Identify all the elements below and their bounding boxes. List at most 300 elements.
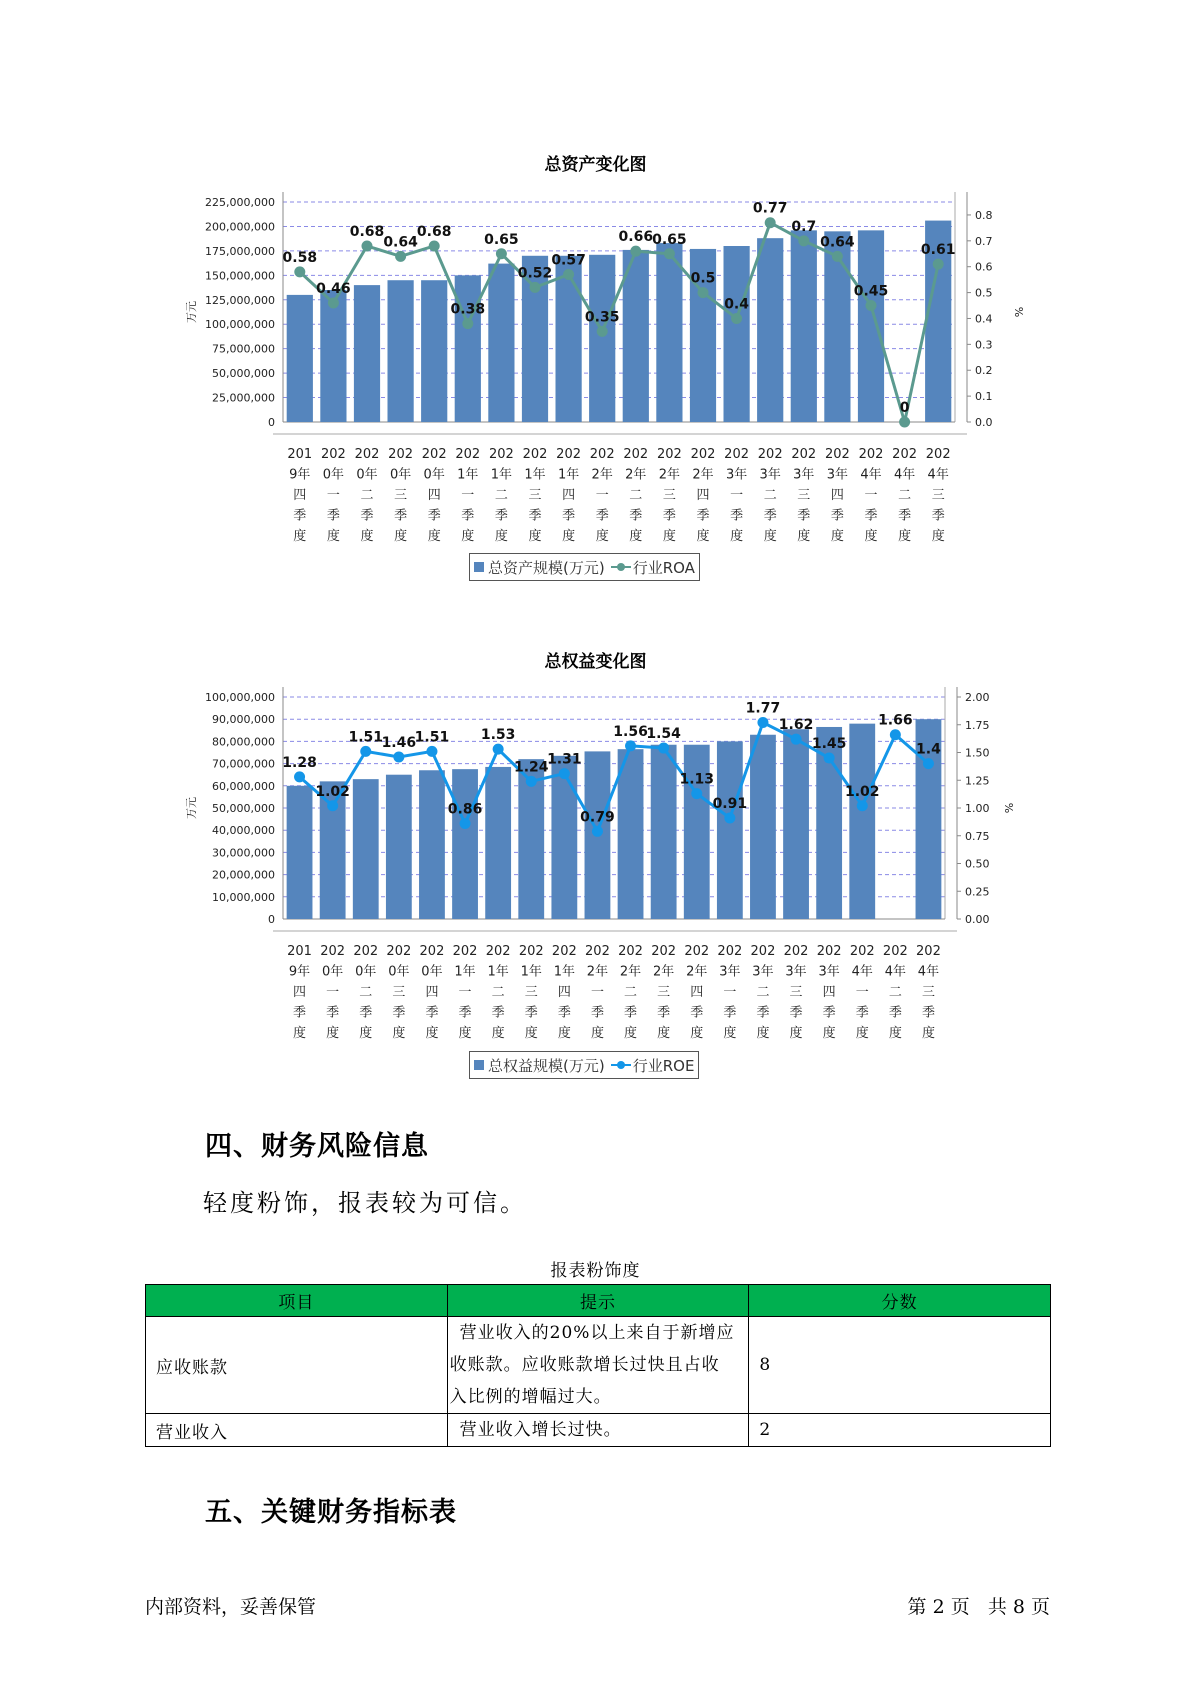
y2-tick-label: 0.7 bbox=[975, 234, 993, 248]
x-tick-label: 三 bbox=[394, 488, 408, 503]
y-tick-label: 225,000,000 bbox=[205, 196, 275, 209]
x-tick-label: 202 bbox=[354, 447, 380, 462]
x-tick-label: 4年 bbox=[884, 964, 906, 980]
bar bbox=[551, 756, 577, 919]
bar bbox=[485, 767, 511, 919]
y2-tick-label: 0.3 bbox=[975, 338, 993, 352]
x-tick-label: 一 bbox=[590, 985, 604, 1000]
line-point bbox=[426, 746, 437, 757]
bar bbox=[452, 769, 478, 919]
x-tick-label: 0年 bbox=[388, 964, 410, 980]
x-tick-label: 度 bbox=[898, 529, 912, 544]
x-tick-label: 四 bbox=[562, 488, 576, 503]
bar bbox=[353, 779, 379, 919]
y-tick-label: 60,000,000 bbox=[212, 779, 275, 793]
x-tick-label: 度 bbox=[494, 529, 508, 544]
x-tick-label: 0年 bbox=[322, 467, 345, 483]
x-tick-label: 202 bbox=[849, 944, 875, 959]
x-tick-label: 季 bbox=[562, 508, 576, 524]
y2-tick-label: 0.00 bbox=[965, 913, 990, 926]
x-tick-label: 一 bbox=[864, 488, 878, 503]
x-tick-label: 度 bbox=[921, 1026, 935, 1041]
line-point bbox=[857, 800, 868, 811]
x-tick-label: 度 bbox=[723, 1026, 737, 1041]
x-tick-label: 四 bbox=[425, 985, 439, 1000]
x-tick-label: 季 bbox=[662, 508, 676, 524]
x-tick-label: 三 bbox=[657, 985, 671, 1000]
x-tick-label: 202 bbox=[791, 447, 817, 462]
line-point bbox=[824, 753, 835, 764]
x-tick-label: 202 bbox=[320, 944, 346, 959]
section-heading-key-indicators: 五、关键财务指标表 bbox=[205, 1497, 457, 1528]
x-tick-label: 度 bbox=[557, 1026, 571, 1041]
x-tick-label: 4年 bbox=[851, 964, 873, 980]
y-tick-label: 70,000,000 bbox=[212, 757, 275, 771]
x-tick-label: 季 bbox=[657, 1005, 671, 1021]
y2-tick-label: 0.6 bbox=[975, 260, 993, 274]
x-tick-label: 度 bbox=[524, 1026, 538, 1041]
x-tick-label: 202 bbox=[684, 944, 710, 959]
x-tick-label: 度 bbox=[624, 1026, 638, 1041]
line-point bbox=[294, 771, 305, 782]
x-tick-label: 9年 bbox=[289, 467, 311, 483]
x-tick-label: 一 bbox=[326, 488, 340, 503]
data-label: 0.46 bbox=[316, 280, 351, 297]
data-label: 0.45 bbox=[853, 283, 889, 300]
x-tick-label: 202 bbox=[816, 944, 842, 959]
bar bbox=[386, 775, 412, 919]
x-tick-label: 4年 bbox=[917, 964, 940, 980]
x-tick-label: 度 bbox=[657, 1026, 671, 1041]
x-tick-label: 二 bbox=[624, 985, 638, 1000]
data-label: 1.02 bbox=[315, 783, 350, 800]
x-tick-label: 1年 bbox=[487, 964, 509, 980]
x-tick-label: 度 bbox=[394, 529, 408, 544]
legend-bar-swatch bbox=[474, 1060, 484, 1070]
x-tick-label: 度 bbox=[662, 529, 676, 544]
x-tick-label: 二 bbox=[756, 985, 770, 1000]
x-tick-label: 3年 bbox=[826, 467, 849, 483]
x-tick-label: 201 bbox=[287, 944, 312, 959]
x-tick-label: 三 bbox=[931, 488, 945, 503]
chart-title-total-equity: 总权益变化图 bbox=[544, 652, 647, 672]
x-tick-label: 202 bbox=[589, 447, 615, 462]
data-label: 1.56 bbox=[613, 723, 648, 740]
x-tick-label: 0年 bbox=[355, 964, 377, 980]
y2-tick-label: 0.75 bbox=[965, 829, 990, 843]
y-tick-label: 50,000,000 bbox=[212, 367, 275, 381]
x-tick-label: 1年 bbox=[524, 467, 546, 483]
x-tick-label: 二 bbox=[629, 488, 643, 503]
y-tick-label: 20,000,000 bbox=[212, 868, 275, 882]
x-tick-label: 季 bbox=[557, 1005, 571, 1021]
y2-tick-label: 0.2 bbox=[975, 364, 993, 378]
x-tick-label: 3年 bbox=[793, 467, 815, 483]
line-point bbox=[526, 776, 537, 787]
risk-table bbox=[145, 1284, 1051, 1447]
chart-title-total-assets: 总资产变化图 bbox=[544, 155, 647, 175]
data-label: 0.7 bbox=[791, 218, 817, 235]
x-tick-label: 度 bbox=[931, 529, 945, 544]
x-tick-label: 一 bbox=[855, 985, 869, 1000]
bar bbox=[419, 770, 445, 919]
x-tick-label: 202 bbox=[656, 447, 682, 462]
y-tick-label: 50,000,000 bbox=[212, 802, 275, 815]
bar bbox=[287, 786, 313, 919]
x-tick-label: 度 bbox=[864, 529, 878, 544]
y-tick-label: 125,000,000 bbox=[205, 293, 275, 307]
x-tick-label: 季 bbox=[461, 508, 475, 524]
x-tick-label: 3年 bbox=[785, 964, 807, 980]
data-label: 1.62 bbox=[778, 717, 814, 734]
data-label: 1.28 bbox=[282, 754, 317, 771]
data-label: 0 bbox=[899, 400, 910, 416]
line-point bbox=[493, 744, 504, 755]
data-label: 0.79 bbox=[580, 809, 615, 826]
x-tick-label: 季 bbox=[797, 508, 811, 524]
y-tick-label: 10,000,000 bbox=[212, 890, 275, 904]
x-tick-label: 度 bbox=[392, 1026, 406, 1041]
x-tick-label: 季 bbox=[528, 508, 542, 524]
x-tick-label: 季 bbox=[931, 508, 945, 524]
y2-tick-label: 0.0 bbox=[975, 416, 993, 429]
table-cell-hint bbox=[447, 1317, 749, 1414]
x-tick-label: 度 bbox=[830, 529, 844, 544]
table-cell-score: 8 bbox=[749, 1317, 1051, 1414]
x-tick-label: 季 bbox=[427, 508, 441, 524]
x-tick-label: 季 bbox=[425, 1005, 439, 1021]
x-tick-label: 季 bbox=[822, 1005, 836, 1021]
x-tick-label: 202 bbox=[419, 944, 445, 959]
x-tick-label: 度 bbox=[360, 529, 374, 544]
y2-tick-label: 1.00 bbox=[965, 802, 990, 815]
x-tick-label: 202 bbox=[623, 447, 649, 462]
x-tick-label: 季 bbox=[723, 1005, 737, 1021]
x-tick-label: 202 bbox=[386, 944, 412, 959]
y2-tick-label: 0.50 bbox=[965, 857, 990, 871]
x-tick-label: 2年 bbox=[591, 467, 613, 483]
x-tick-label: 度 bbox=[491, 1026, 505, 1041]
x-tick-label: 202 bbox=[388, 447, 414, 462]
y2-tick-label: 1.50 bbox=[965, 746, 990, 760]
table-header-row bbox=[146, 1285, 1051, 1317]
x-tick-label: 度 bbox=[425, 1026, 439, 1041]
x-tick-label: 202 bbox=[824, 447, 850, 462]
x-tick-label: 202 bbox=[882, 944, 908, 959]
x-tick-label: 三 bbox=[789, 985, 803, 1000]
x-tick-label: 四 bbox=[293, 985, 307, 1000]
x-tick-label: 季 bbox=[864, 508, 878, 524]
y-tick-label: 80,000,000 bbox=[212, 735, 275, 749]
x-tick-label: 季 bbox=[326, 508, 340, 524]
line-point bbox=[393, 751, 404, 762]
x-tick-label: 季 bbox=[690, 1005, 704, 1021]
hint-line: 营业收入增长过快。 bbox=[459, 1420, 622, 1440]
x-tick-label: 季 bbox=[888, 1005, 902, 1021]
x-tick-label: 季 bbox=[855, 1005, 869, 1021]
x-tick-label: 三 bbox=[392, 985, 406, 1000]
x-tick-label: 季 bbox=[293, 508, 307, 524]
x-tick-label: 季 bbox=[524, 1005, 538, 1021]
x-tick-label: 202 bbox=[724, 447, 750, 462]
x-tick-label: 一 bbox=[461, 488, 475, 503]
x-tick-label: 201 bbox=[287, 447, 313, 462]
x-tick-label: 度 bbox=[855, 1026, 869, 1041]
x-tick-label: 四 bbox=[293, 488, 307, 503]
x-tick-label: 季 bbox=[458, 1005, 472, 1021]
x-tick-label: 202 bbox=[353, 944, 379, 959]
x-tick-label: 季 bbox=[491, 1005, 505, 1021]
y2-tick-label: 1.75 bbox=[965, 718, 990, 732]
x-tick-label: 度 bbox=[293, 1026, 307, 1041]
x-tick-label: 0年 bbox=[423, 467, 445, 483]
x-tick-label: 二 bbox=[360, 488, 374, 503]
x-tick-label: 度 bbox=[359, 1026, 373, 1041]
x-tick-label: 三 bbox=[921, 985, 935, 1000]
legend-label-line: 行业ROE bbox=[632, 1056, 695, 1075]
x-tick-label: 二 bbox=[494, 488, 508, 503]
x-tick-label: 度 bbox=[293, 529, 307, 544]
data-label: 0.86 bbox=[447, 801, 483, 818]
data-label: 0.57 bbox=[551, 252, 586, 269]
x-tick-label: 3年 bbox=[752, 964, 774, 980]
data-label: 0.65 bbox=[652, 231, 687, 248]
x-tick-label: 季 bbox=[624, 1005, 638, 1021]
data-label: 0.64 bbox=[383, 234, 418, 251]
x-tick-label: 3年 bbox=[759, 467, 781, 483]
x-tick-label: 季 bbox=[595, 508, 609, 524]
x-tick-label: 1年 bbox=[557, 467, 580, 483]
x-tick-label: 度 bbox=[326, 529, 340, 544]
x-tick-label: 四 bbox=[557, 985, 571, 1000]
x-tick-label: 3年 bbox=[725, 467, 748, 483]
y2-tick-label: 0.4 bbox=[975, 312, 993, 326]
x-tick-label: 季 bbox=[898, 508, 912, 524]
table-header-score: 分数 bbox=[749, 1285, 1051, 1317]
x-tick-label: 202 bbox=[783, 944, 809, 959]
line-point bbox=[460, 818, 471, 829]
y-tick-label: 40,000,000 bbox=[212, 824, 275, 838]
data-label: 0.68 bbox=[349, 224, 385, 240]
table-row bbox=[146, 1414, 1051, 1447]
y-tick-label: 175,000,000 bbox=[205, 244, 275, 258]
x-tick-label: 2年 bbox=[619, 964, 642, 980]
x-tick-label: 度 bbox=[690, 1026, 704, 1041]
chart-legend-total-equity bbox=[469, 1051, 699, 1079]
x-tick-label: 1年 bbox=[490, 467, 513, 483]
y-tick-label: 0 bbox=[268, 913, 275, 926]
x-tick-label: 四 bbox=[830, 488, 844, 503]
bar bbox=[783, 729, 809, 919]
x-tick-label: 四 bbox=[822, 985, 836, 1000]
x-tick-label: 二 bbox=[491, 985, 505, 1000]
y-tick-label: 0 bbox=[268, 416, 275, 429]
bar bbox=[717, 741, 743, 919]
x-tick-label: 二 bbox=[888, 985, 902, 1000]
y-axis-title: 万元 bbox=[185, 301, 198, 323]
x-tick-label: 2年 bbox=[653, 964, 675, 980]
data-label: 0.4 bbox=[724, 296, 750, 313]
x-tick-label: 2年 bbox=[586, 964, 609, 980]
x-tick-label: 季 bbox=[326, 1005, 340, 1021]
section-heading-financial-risk: 四、财务风险信息 bbox=[205, 1131, 429, 1162]
x-tick-label: 一 bbox=[723, 985, 737, 1000]
footer-left: 内部资料，妥善保管 bbox=[145, 1596, 317, 1618]
x-tick-label: 度 bbox=[730, 529, 744, 544]
table-caption: 报表粉饰度 bbox=[550, 1261, 641, 1281]
x-tick-label: 202 bbox=[488, 447, 514, 462]
x-tick-label: 3年 bbox=[818, 964, 840, 980]
y2-axis-title: % bbox=[1012, 306, 1025, 318]
x-tick-label: 度 bbox=[562, 529, 576, 544]
x-tick-label: 1年 bbox=[454, 964, 476, 980]
x-tick-label: 二 bbox=[763, 488, 777, 503]
data-label: 1.53 bbox=[480, 727, 516, 744]
x-tick-label: 季 bbox=[730, 508, 744, 524]
y2-tick-label: 0.1 bbox=[975, 390, 993, 404]
x-tick-label: 9年 bbox=[288, 964, 311, 980]
line-point bbox=[923, 758, 934, 769]
line-point bbox=[890, 729, 901, 740]
x-tick-label: 季 bbox=[590, 1005, 604, 1021]
x-tick-label: 一 bbox=[326, 985, 340, 1000]
y-tick-label: 75,000,000 bbox=[212, 342, 275, 356]
line-point bbox=[724, 812, 735, 823]
x-tick-label: 度 bbox=[888, 1026, 902, 1041]
x-tick-label: 202 bbox=[750, 944, 776, 959]
y2-tick-label: 0.8 bbox=[975, 208, 993, 222]
x-tick-label: 0年 bbox=[322, 964, 344, 980]
data-label: 1.24 bbox=[513, 759, 549, 776]
x-tick-label: 202 bbox=[925, 447, 951, 462]
y-tick-label: 25,000,000 bbox=[212, 391, 275, 405]
x-tick-label: 2年 bbox=[658, 467, 681, 483]
hint-line: 入比例的增幅过大。 bbox=[449, 1387, 612, 1407]
data-label: 0.35 bbox=[584, 309, 620, 326]
bar bbox=[618, 749, 644, 919]
y-axis-title: 万元 bbox=[185, 797, 198, 819]
y-tick-label: 150,000,000 bbox=[205, 269, 275, 283]
x-tick-label: 202 bbox=[452, 944, 478, 959]
x-tick-label: 202 bbox=[556, 447, 582, 462]
x-tick-label: 202 bbox=[585, 944, 610, 959]
line-point bbox=[625, 740, 636, 751]
x-tick-label: 度 bbox=[458, 1026, 472, 1041]
x-tick-label: 季 bbox=[921, 1005, 935, 1021]
y2-axis-title: % bbox=[1002, 802, 1015, 814]
bar bbox=[849, 724, 875, 919]
table-cell-score: 2 bbox=[749, 1414, 1051, 1447]
data-label: 0.64 bbox=[820, 234, 855, 251]
x-tick-label: 季 bbox=[629, 508, 643, 524]
x-tick-label: 季 bbox=[293, 1005, 307, 1021]
x-tick-label: 202 bbox=[916, 944, 941, 959]
x-tick-label: 季 bbox=[360, 508, 374, 524]
x-tick-label: 季 bbox=[359, 1005, 373, 1021]
x-tick-label: 三 bbox=[797, 488, 811, 503]
x-tick-label: 度 bbox=[789, 1026, 803, 1041]
data-label: 1.02 bbox=[844, 783, 880, 800]
line-point bbox=[791, 734, 802, 745]
y2-tick-label: 1.25 bbox=[965, 774, 990, 788]
x-tick-label: 度 bbox=[461, 529, 475, 544]
x-tick-label: 二 bbox=[898, 488, 912, 503]
line-point bbox=[360, 746, 371, 757]
table-cell-item: 营业收入 bbox=[146, 1414, 448, 1447]
data-label: 1.4 bbox=[916, 741, 941, 758]
legend-label-line: 行业ROA bbox=[632, 558, 695, 577]
x-tick-label: 4年 bbox=[860, 467, 882, 483]
data-label: 1.54 bbox=[646, 726, 681, 743]
footer-right: 第 2 页 共 8 页 bbox=[907, 1596, 1050, 1618]
table-cell-item: 应收账款 bbox=[146, 1317, 448, 1414]
y-tick-label: 100,000,000 bbox=[205, 318, 275, 332]
line-point bbox=[691, 788, 702, 799]
data-label: 0.38 bbox=[450, 301, 486, 318]
x-tick-label: 1年 bbox=[457, 467, 479, 483]
y-tick-label: 30,000,000 bbox=[212, 846, 275, 860]
y2-tick-label: 0.5 bbox=[975, 286, 993, 300]
risk-summary-paragraph: 轻度粉饰，报表较为可信。 bbox=[203, 1189, 527, 1217]
data-label: 1.46 bbox=[381, 734, 417, 751]
x-tick-label: 202 bbox=[518, 944, 544, 959]
x-tick-label: 202 bbox=[690, 447, 716, 462]
x-tick-label: 度 bbox=[763, 529, 777, 544]
x-tick-label: 3年 bbox=[719, 964, 741, 980]
x-tick-label: 202 bbox=[618, 944, 643, 959]
x-tick-label: 202 bbox=[651, 944, 677, 959]
data-label: 1.77 bbox=[745, 700, 781, 717]
x-tick-label: 202 bbox=[522, 447, 548, 462]
x-tick-label: 202 bbox=[485, 944, 511, 959]
line-point bbox=[559, 768, 570, 779]
data-label: 1.31 bbox=[547, 751, 582, 768]
x-tick-label: 二 bbox=[359, 985, 373, 1000]
data-label: 0.52 bbox=[517, 265, 553, 282]
x-tick-label: 2年 bbox=[686, 964, 708, 980]
line-point bbox=[592, 826, 603, 837]
x-tick-label: 4年 bbox=[927, 467, 949, 483]
x-tick-label: 季 bbox=[756, 1005, 770, 1021]
data-label: 0.91 bbox=[712, 795, 748, 812]
data-label: 0.66 bbox=[618, 229, 654, 246]
x-tick-label: 度 bbox=[326, 1026, 340, 1041]
data-label: 1.13 bbox=[679, 771, 715, 788]
data-label: 0.5 bbox=[690, 270, 716, 287]
bar bbox=[750, 735, 776, 919]
x-tick-label: 季 bbox=[830, 508, 844, 524]
x-tick-label: 度 bbox=[528, 529, 542, 544]
data-label: 0.68 bbox=[416, 224, 452, 240]
x-tick-label: 四 bbox=[690, 985, 704, 1000]
x-tick-label: 2年 bbox=[692, 467, 714, 483]
data-label: 1.66 bbox=[878, 712, 913, 729]
y-tick-label: 200,000,000 bbox=[205, 220, 275, 234]
x-tick-label: 202 bbox=[455, 447, 481, 462]
hint-line: 营业收入的20%以上来自于新增应 bbox=[459, 1323, 735, 1343]
table-header-item: 项目 bbox=[146, 1285, 448, 1317]
x-tick-label: 季 bbox=[763, 508, 777, 524]
data-label: 1.51 bbox=[348, 729, 384, 746]
x-tick-label: 4年 bbox=[893, 467, 916, 483]
x-tick-label: 度 bbox=[756, 1026, 770, 1041]
y2-tick-label: 0.25 bbox=[965, 885, 990, 899]
table-header-hint: 提示 bbox=[447, 1285, 749, 1317]
x-tick-label: 度 bbox=[427, 529, 441, 544]
x-tick-label: 2年 bbox=[625, 467, 647, 483]
line-point bbox=[757, 717, 768, 728]
x-tick-label: 一 bbox=[458, 985, 472, 1000]
